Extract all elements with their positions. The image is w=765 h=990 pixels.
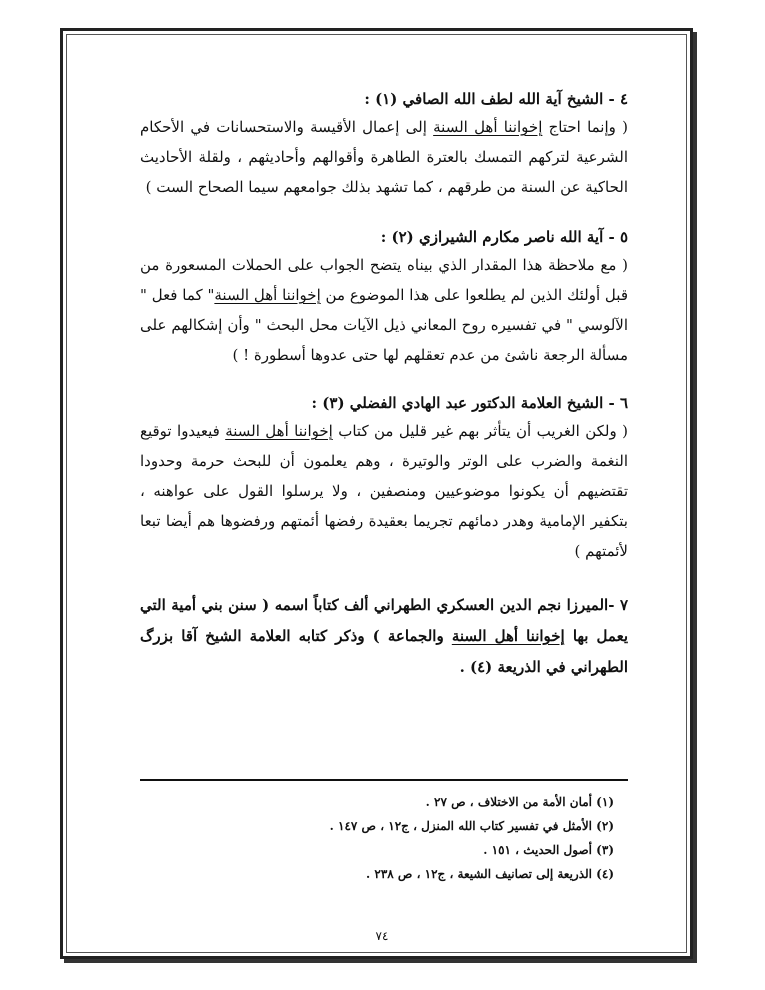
text-segment: إلى إعمال الأقيسة والاستحسانات في الأحكام الشرعية لتركهم التمسك بالعترة الطاهرة وأقوالهم وأحاديثهم ، ولقلة الأحاديث الحاكية عن السنة من طرقهم ، كما تشهد بذلك جوامعهم سيما الصحاح الست ) — [140, 118, 628, 196]
footnote-1: (١) أمان الأمة من الاختلاف ، ص ٢٧ . — [425, 795, 614, 809]
text-segment: فيعيدوا توقيع النغمة والضرب على الوتر والوتيرة ، وهم يعلمون أن للبحث حرمة وحدودا تقتضيهم أن يكونوا موضوعيين ومنصفين ، ولا يرسلوا القول على عواهنه ، بتكفير الإمامية وهدر دمائهم تجريما بعقيدة رفضها أئمتهم ورفضوها هم أيضا تبعا لأئمتهم ) — [140, 422, 628, 560]
underlined-phrase: إخواننا أهل السنة — [433, 118, 543, 136]
underlined-phrase: إخواننا أهل السنة — [214, 286, 321, 304]
footnote-4: (٤) الذريعة إلى تصانيف الشيعة ، ج١٢ ، ص ٢٣٨ . — [366, 867, 614, 881]
text-segment: والجماعة ) وذكر كتابه العلامة الشيخ آقا بزرگ الطهراني في الذريعة (٤) . — [140, 627, 628, 676]
section-4-paragraph — [140, 112, 628, 202]
section-6-heading: ٦ - الشيخ العلامة الدكتور عبد الهادي الفضلي (٣) : — [311, 394, 628, 412]
text-segment: ( ولكن الغريب أن يتأثر بهم غير قليل من كتاب — [332, 422, 629, 440]
text-segment: " كما فعل " الآلوسي " في تفسيره روح المعاني ذيل الآيات محل البحث " وأن إشكالهم على مسألة الرجعة ناشئ من عدم تعقلهم لها حتى عدوها أسطورة ! ) — [140, 286, 628, 364]
section-4-heading: ٤ - الشيخ آية الله لطف الله الصافي (١) : — [364, 90, 628, 108]
text-segment: ٧ -الميرزا نجم الدين العسكري الطهراني ألف كتاباً اسمه ( سنن بني أمية التي يعمل بها — [140, 596, 628, 645]
text-segment: ( مع ملاحظة هذا المقدار الذي بيناه يتضح الجواب على الحملات المسعورة من قبل أولئك الذين لم يطلعوا على هذا الموضوع من — [140, 256, 628, 304]
underlined-phrase: إخواننا أهل السنة — [451, 627, 565, 645]
page-number: ٧٤ — [375, 929, 389, 943]
footnote-3: (٣) أصول الحديث ، ١٥١ . — [483, 843, 614, 857]
footnote-divider — [140, 779, 628, 781]
footnote-2: (٢) الأمثل في تفسير كتاب الله المنزل ، ج١٢ ، ص ١٤٧ . — [329, 819, 614, 833]
footnotes — [140, 790, 614, 886]
section-6-paragraph — [140, 416, 628, 566]
text-segment: ( وإنما احتاج — [542, 118, 628, 136]
section-7-paragraph — [140, 590, 628, 683]
underlined-phrase: إخواننا أهل السنة — [225, 422, 333, 440]
section-5-heading: ٥ - آية الله ناصر مكارم الشيرازي (٢) : — [380, 228, 628, 246]
section-5-paragraph — [140, 250, 628, 370]
page-body — [140, 86, 628, 683]
